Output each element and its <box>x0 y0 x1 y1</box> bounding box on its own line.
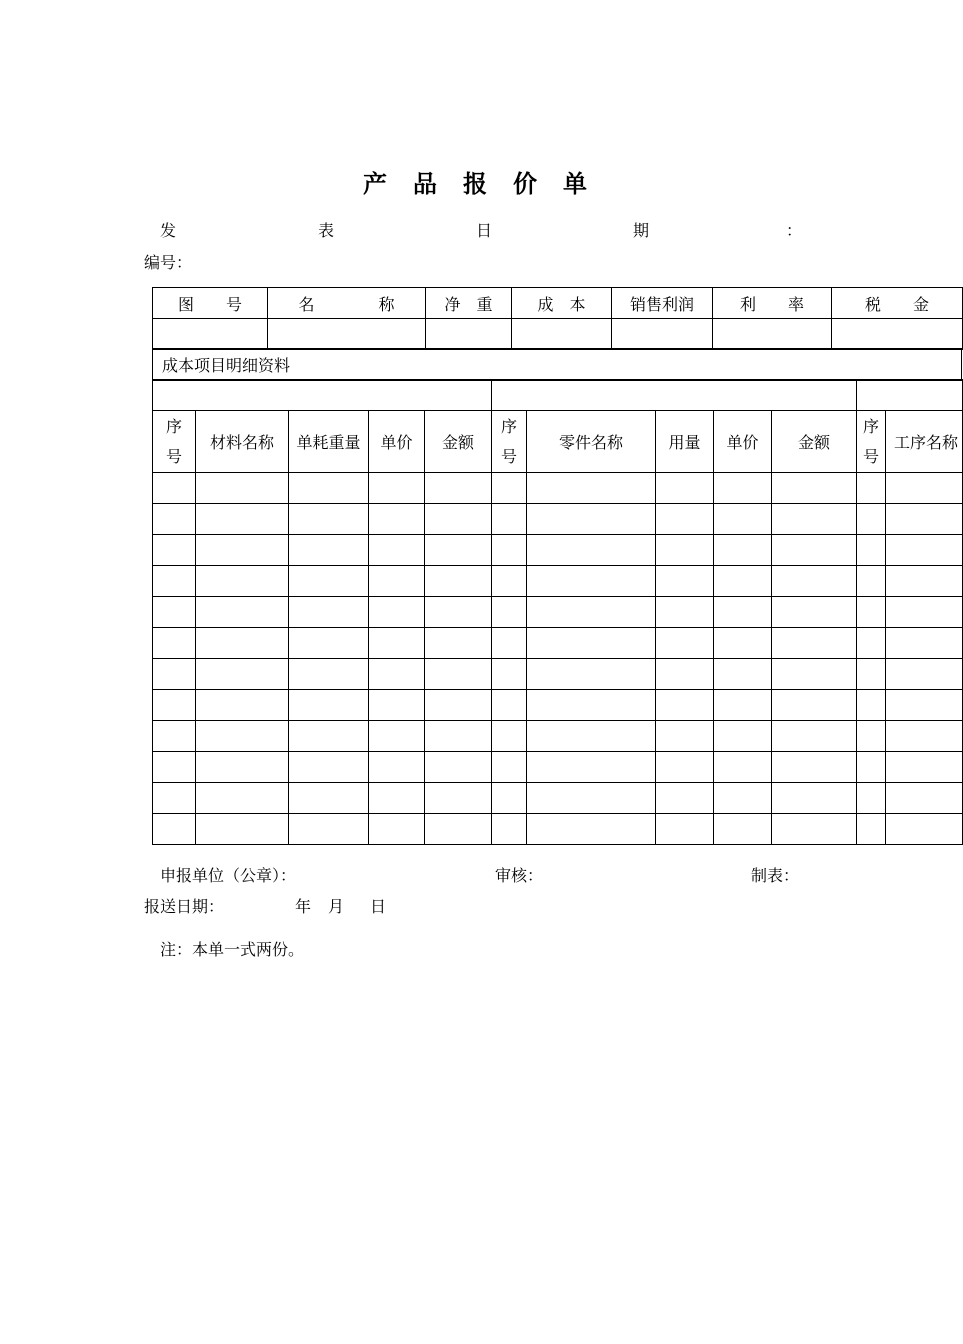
title-char: 价 <box>513 169 537 198</box>
table-cell[interactable] <box>196 690 289 721</box>
table-cell[interactable] <box>714 566 772 597</box>
detail-label-table <box>152 348 962 381</box>
table-cell[interactable] <box>656 473 714 504</box>
month-label: 月 <box>328 897 345 916</box>
table-cell[interactable] <box>492 535 527 566</box>
table-cell[interactable] <box>196 628 289 659</box>
table-cell[interactable] <box>153 504 196 535</box>
unit-weight-header: 单耗重量 <box>289 411 369 473</box>
detail-header-row <box>153 411 963 473</box>
table-cell[interactable] <box>425 473 492 504</box>
table-cell[interactable] <box>886 814 963 845</box>
table-cell[interactable] <box>857 566 886 597</box>
table-cell[interactable] <box>772 690 857 721</box>
material-amount-header: 金额 <box>425 411 492 473</box>
send-date-label: 报送日期： <box>144 897 225 916</box>
table-cell[interactable] <box>369 566 425 597</box>
table-row <box>153 566 963 597</box>
table-cell[interactable] <box>527 659 656 690</box>
table-cell[interactable] <box>886 473 963 504</box>
table-cell[interactable] <box>656 783 714 814</box>
table-cell[interactable] <box>153 628 196 659</box>
table-cell[interactable] <box>425 628 492 659</box>
product-value-row <box>153 319 963 350</box>
table-cell[interactable] <box>289 597 369 628</box>
table-cell[interactable] <box>527 690 656 721</box>
table-cell[interactable] <box>857 504 886 535</box>
table-row <box>153 659 963 690</box>
date-label-char: 发 <box>160 221 177 240</box>
table-row <box>153 814 963 845</box>
table-cell[interactable] <box>425 752 492 783</box>
table-cell[interactable] <box>196 504 289 535</box>
title-char: 产 <box>363 169 387 198</box>
product-header-row <box>153 288 963 319</box>
table-cell[interactable] <box>857 721 886 752</box>
table-cell[interactable] <box>714 690 772 721</box>
header-drawing-no: 图 号 <box>153 288 268 319</box>
table-cell[interactable] <box>772 473 857 504</box>
table-cell[interactable] <box>656 721 714 752</box>
table-cell[interactable] <box>714 659 772 690</box>
number-label: 编号： <box>144 253 193 272</box>
table-cell[interactable] <box>196 566 289 597</box>
table-cell[interactable] <box>527 566 656 597</box>
table-cell[interactable] <box>886 721 963 752</box>
header-tax: 税 金 <box>832 288 963 319</box>
table-cell[interactable] <box>289 659 369 690</box>
table-cell[interactable] <box>857 690 886 721</box>
table-cell[interactable] <box>714 473 772 504</box>
table-cell[interactable] <box>369 473 425 504</box>
table-cell[interactable] <box>369 783 425 814</box>
table-cell[interactable] <box>857 783 886 814</box>
table-cell[interactable] <box>886 597 963 628</box>
table-row <box>153 504 963 535</box>
cell-cost[interactable] <box>512 319 612 350</box>
table-cell[interactable] <box>714 752 772 783</box>
table-cell[interactable] <box>656 814 714 845</box>
table-cell[interactable] <box>527 535 656 566</box>
table-cell[interactable] <box>527 597 656 628</box>
table-cell[interactable] <box>153 752 196 783</box>
table-cell[interactable] <box>369 597 425 628</box>
table-cell[interactable] <box>772 814 857 845</box>
materials-seq-header <box>153 411 196 473</box>
table-cell[interactable] <box>425 597 492 628</box>
table-cell[interactable] <box>656 597 714 628</box>
cost-detail-table <box>152 410 963 845</box>
table-cell[interactable] <box>425 566 492 597</box>
applicant-label: 申报单位（公章）： <box>160 866 297 885</box>
table-cell[interactable] <box>289 504 369 535</box>
table-cell[interactable] <box>772 504 857 535</box>
reviewer-label: 审核： <box>495 866 544 885</box>
cell-net-weight[interactable] <box>426 319 512 350</box>
table-cell[interactable] <box>527 752 656 783</box>
table-cell[interactable] <box>196 473 289 504</box>
process-name-header: 工序名称 <box>886 411 963 473</box>
table-cell[interactable] <box>153 659 196 690</box>
table-cell[interactable] <box>153 473 196 504</box>
table-cell[interactable] <box>857 535 886 566</box>
table-cell[interactable] <box>492 690 527 721</box>
table-cell[interactable] <box>153 535 196 566</box>
seq-char: 号 <box>165 446 182 466</box>
table-row <box>153 783 963 814</box>
table-row <box>153 752 963 783</box>
table-cell[interactable] <box>369 535 425 566</box>
table-cell[interactable] <box>425 783 492 814</box>
table-cell[interactable] <box>656 535 714 566</box>
table-cell[interactable] <box>714 814 772 845</box>
note: 注：本单一式两份。 <box>160 940 305 959</box>
table-cell[interactable] <box>656 752 714 783</box>
part-amount-header: 金额 <box>772 411 857 473</box>
table-cell[interactable] <box>714 597 772 628</box>
table-cell[interactable] <box>772 628 857 659</box>
table-cell[interactable] <box>369 721 425 752</box>
header-profit: 销售利润 <box>612 288 713 319</box>
table-cell[interactable] <box>492 628 527 659</box>
table-cell[interactable] <box>425 504 492 535</box>
section-heading-row <box>152 379 963 411</box>
date-colon: ： <box>786 221 803 240</box>
table-cell[interactable] <box>527 473 656 504</box>
table-cell[interactable] <box>492 473 527 504</box>
seq-char: 号 <box>862 446 879 466</box>
table-cell[interactable] <box>153 814 196 845</box>
table-cell[interactable] <box>196 814 289 845</box>
table-cell[interactable] <box>527 721 656 752</box>
parts-seq-header <box>492 411 527 473</box>
title-char: 品 <box>413 169 437 198</box>
table-cell[interactable] <box>289 752 369 783</box>
seq-char: 序 <box>862 416 879 436</box>
table-cell[interactable] <box>196 783 289 814</box>
materials-section-cell[interactable] <box>153 380 492 411</box>
table-cell[interactable] <box>772 721 857 752</box>
part-price-header: 单价 <box>714 411 772 473</box>
table-cell[interactable] <box>196 535 289 566</box>
table-row <box>153 597 963 628</box>
table-cell[interactable] <box>153 721 196 752</box>
table-cell[interactable] <box>527 504 656 535</box>
table-cell[interactable] <box>656 690 714 721</box>
process-section-cell[interactable] <box>857 380 963 411</box>
table-cell[interactable] <box>425 690 492 721</box>
table-row <box>153 473 963 504</box>
cell-name[interactable] <box>268 319 426 350</box>
cell-drawing-no[interactable] <box>153 319 268 350</box>
table-cell[interactable] <box>289 814 369 845</box>
table-row <box>153 535 963 566</box>
seq-char: 序 <box>165 416 182 436</box>
table-cell[interactable] <box>196 721 289 752</box>
table-cell[interactable] <box>369 752 425 783</box>
table-cell[interactable] <box>857 597 886 628</box>
table-cell[interactable] <box>369 814 425 845</box>
table-cell[interactable] <box>492 659 527 690</box>
table-cell[interactable] <box>886 752 963 783</box>
table-cell[interactable] <box>857 628 886 659</box>
cell-rate[interactable] <box>713 319 832 350</box>
table-cell[interactable] <box>289 473 369 504</box>
table-cell[interactable] <box>772 535 857 566</box>
day-label: 日 <box>370 897 387 916</box>
preparer-label: 制表： <box>751 866 800 885</box>
date-label-char: 日 <box>476 221 493 240</box>
table-cell[interactable] <box>772 566 857 597</box>
table-cell[interactable] <box>714 535 772 566</box>
table-cell[interactable] <box>714 628 772 659</box>
header-name: 名 称 <box>268 288 426 319</box>
table-cell[interactable] <box>492 752 527 783</box>
part-qty-header: 用量 <box>656 411 714 473</box>
table-cell[interactable] <box>425 814 492 845</box>
table-cell[interactable] <box>492 504 527 535</box>
table-cell[interactable] <box>656 566 714 597</box>
table-cell[interactable] <box>153 783 196 814</box>
header-rate: 利 率 <box>713 288 832 319</box>
table-cell[interactable] <box>527 628 656 659</box>
table-cell[interactable] <box>369 504 425 535</box>
table-cell[interactable] <box>886 535 963 566</box>
table-cell[interactable] <box>492 721 527 752</box>
header-net-weight: 净 重 <box>426 288 512 319</box>
table-cell[interactable] <box>153 566 196 597</box>
table-cell[interactable] <box>772 659 857 690</box>
table-cell[interactable] <box>492 783 527 814</box>
header-cost: 成 本 <box>512 288 612 319</box>
table-cell[interactable] <box>857 752 886 783</box>
table-cell[interactable] <box>772 783 857 814</box>
detail-label: 成本项目明细资料 <box>153 349 962 381</box>
table-cell[interactable] <box>369 628 425 659</box>
table-cell[interactable] <box>656 628 714 659</box>
table-cell[interactable] <box>369 659 425 690</box>
title-char: 报 <box>463 169 487 198</box>
table-cell[interactable] <box>886 783 963 814</box>
table-cell[interactable] <box>425 721 492 752</box>
table-cell[interactable] <box>196 752 289 783</box>
table-cell[interactable] <box>857 659 886 690</box>
table-cell[interactable] <box>886 690 963 721</box>
table-cell[interactable] <box>492 566 527 597</box>
page-title <box>0 169 950 198</box>
table-cell[interactable] <box>527 783 656 814</box>
part-name-header: 零件名称 <box>527 411 656 473</box>
table-cell[interactable] <box>425 659 492 690</box>
table-cell[interactable] <box>527 814 656 845</box>
table-cell[interactable] <box>656 659 714 690</box>
seq-char: 序 <box>500 416 517 436</box>
table-cell[interactable] <box>289 628 369 659</box>
table-cell[interactable] <box>196 597 289 628</box>
year-label: 年 <box>295 897 312 916</box>
title-char: 单 <box>563 169 587 198</box>
table-row <box>153 690 963 721</box>
table-cell[interactable] <box>425 535 492 566</box>
material-name-header: 材料名称 <box>196 411 289 473</box>
table-cell[interactable] <box>289 535 369 566</box>
table-cell[interactable] <box>714 721 772 752</box>
table-cell[interactable] <box>492 814 527 845</box>
table-cell[interactable] <box>857 473 886 504</box>
table-cell[interactable] <box>153 597 196 628</box>
table-cell[interactable] <box>196 659 289 690</box>
product-table <box>152 287 963 350</box>
cell-profit[interactable] <box>612 319 713 350</box>
parts-section-cell[interactable] <box>492 380 857 411</box>
cell-tax[interactable] <box>832 319 963 350</box>
table-cell[interactable] <box>772 752 857 783</box>
process-seq-header <box>857 411 886 473</box>
table-cell[interactable] <box>886 628 963 659</box>
table-cell[interactable] <box>289 783 369 814</box>
table-cell[interactable] <box>857 814 886 845</box>
table-cell[interactable] <box>714 504 772 535</box>
table-cell[interactable] <box>656 504 714 535</box>
table-cell[interactable] <box>369 690 425 721</box>
seq-char: 号 <box>500 446 517 466</box>
table-cell[interactable] <box>289 690 369 721</box>
table-row <box>153 628 963 659</box>
table-cell[interactable] <box>886 504 963 535</box>
table-cell[interactable] <box>886 659 963 690</box>
date-label-char: 期 <box>633 221 650 240</box>
date-label-char: 表 <box>318 221 335 240</box>
table-cell[interactable] <box>772 597 857 628</box>
table-cell[interactable] <box>153 690 196 721</box>
table-cell[interactable] <box>289 566 369 597</box>
table-cell[interactable] <box>492 597 527 628</box>
table-cell[interactable] <box>289 721 369 752</box>
material-price-header: 单价 <box>369 411 425 473</box>
table-cell[interactable] <box>714 783 772 814</box>
table-row <box>153 721 963 752</box>
table-cell[interactable] <box>886 566 963 597</box>
